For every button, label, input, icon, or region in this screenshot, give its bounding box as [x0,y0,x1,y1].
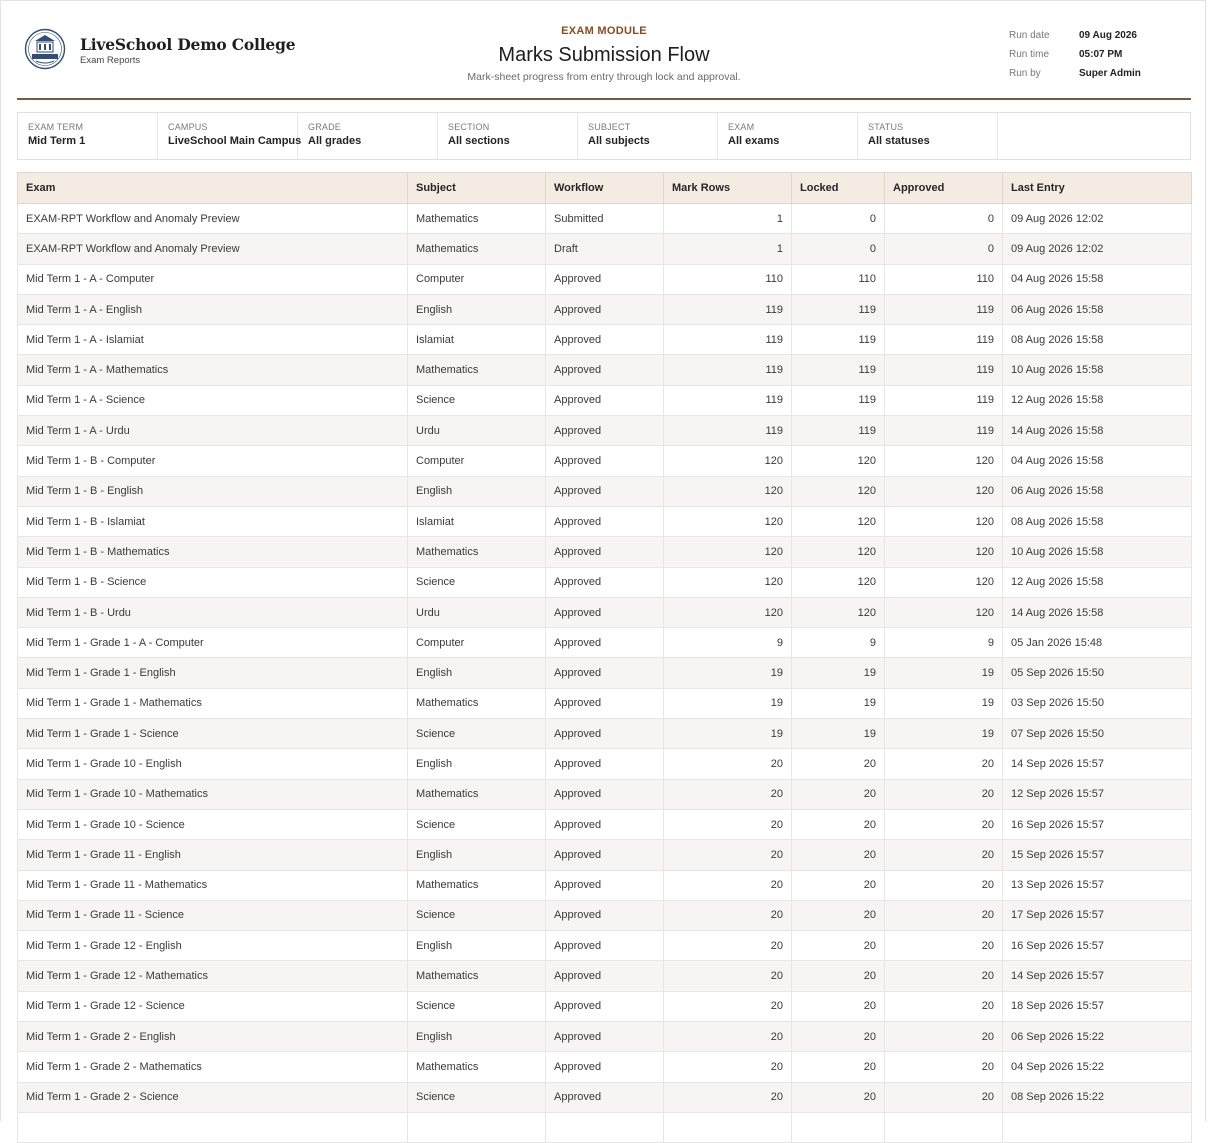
filter-exam-term[interactable] [18,113,158,159]
cell-locked: 110 [792,264,885,294]
cell-exam: Mid Term 1 - Grade 11 - English [18,840,408,870]
table-row [18,658,1192,688]
cell-approved: 20 [885,961,1003,991]
cell-approved: 120 [885,506,1003,536]
cell-mark-rows: 20 [664,749,792,779]
cell-mark-rows: 20 [664,840,792,870]
cell-mark-rows: 120 [664,446,792,476]
module-label: EXAM MODULE [561,25,647,37]
cell-exam: Mid Term 1 - Grade 11 - Science [18,900,408,930]
cell-locked: 0 [792,204,885,234]
cell-approved: 120 [885,567,1003,597]
cell-mark-rows: 120 [664,476,792,506]
cell-exam: Mid Term 1 - A - Computer [18,264,408,294]
cell-approved: 20 [885,991,1003,1021]
cell-workflow: Approved [546,476,664,506]
cell-workflow: Approved [546,1052,664,1082]
cell-mark-rows: 20 [664,1022,792,1052]
cell-mark-rows [664,1112,792,1142]
cell-exam: Mid Term 1 - B - English [18,476,408,506]
cell-locked: 20 [792,870,885,900]
filter-label: CAMPUS [168,122,208,132]
cell-exam: Mid Term 1 - B - Islamiat [18,506,408,536]
cell-subject: Science [408,1082,546,1112]
meta-value: 09 Aug 2026 [1079,30,1137,41]
cell-workflow: Approved [546,688,664,718]
cell-locked: 20 [792,779,885,809]
cell-workflow: Approved [546,931,664,961]
cell-exam: Mid Term 1 - Grade 1 - A - Computer [18,628,408,658]
cell-approved: 19 [885,719,1003,749]
filter-label: SUBJECT [588,122,631,132]
table-row [18,567,1192,597]
filter-value: All statuses [868,135,930,147]
cell-subject: Science [408,809,546,839]
cell-last-entry: 07 Sep 2026 15:50 [1003,719,1192,749]
cell-mark-rows: 119 [664,416,792,446]
cell-mark-rows: 20 [664,931,792,961]
cell-mark-rows: 20 [664,809,792,839]
cell-approved [885,1112,1003,1142]
marks-table [17,172,1192,1143]
cell-last-entry: 16 Sep 2026 15:57 [1003,931,1192,961]
cell-exam: Mid Term 1 - Grade 11 - Mathematics [18,870,408,900]
cell-exam: Mid Term 1 - Grade 2 - English [18,1022,408,1052]
cell-approved: 119 [885,385,1003,415]
cell-approved: 20 [885,870,1003,900]
cell-mark-rows: 110 [664,264,792,294]
table-row [18,961,1192,991]
cell-locked: 0 [792,234,885,264]
cell-mark-rows: 120 [664,567,792,597]
cell-last-entry: 08 Aug 2026 15:58 [1003,506,1192,536]
table-row [18,991,1192,1021]
cell-last-entry: 05 Sep 2026 15:50 [1003,658,1192,688]
table-row [18,204,1192,234]
cell-subject: Islamiat [408,325,546,355]
cell-locked: 120 [792,597,885,627]
cell-subject: Science [408,719,546,749]
cell-mark-rows: 119 [664,325,792,355]
filter-label: EXAM [728,122,755,132]
cell-subject: English [408,658,546,688]
cell-exam: Mid Term 1 - Grade 12 - English [18,931,408,961]
cell-last-entry: 08 Aug 2026 15:58 [1003,325,1192,355]
cell-approved: 0 [885,204,1003,234]
cell-subject: Mathematics [408,961,546,991]
filter-bar [17,112,1191,160]
cell-mark-rows: 120 [664,597,792,627]
cell-locked: 19 [792,688,885,718]
cell-last-entry: 14 Sep 2026 15:57 [1003,749,1192,779]
cell-exam: Mid Term 1 - Grade 1 - English [18,658,408,688]
cell-workflow: Approved [546,385,664,415]
page-title: Marks Submission Flow [498,44,710,66]
page-subtitle: Mark-sheet progress from entry through lock and approval. [467,71,741,83]
table-row [18,931,1192,961]
cell-approved: 120 [885,476,1003,506]
table-row [18,900,1192,930]
cell-mark-rows: 20 [664,1052,792,1082]
cell-mark-rows: 20 [664,991,792,1021]
cell-exam: Mid Term 1 - B - Mathematics [18,537,408,567]
meta-label: Run date [1009,30,1050,41]
cell-subject: English [408,931,546,961]
cell-locked: 20 [792,749,885,779]
cell-subject: Mathematics [408,234,546,264]
cell-approved: 19 [885,658,1003,688]
cell-approved: 20 [885,900,1003,930]
cell-approved: 20 [885,1082,1003,1112]
filter-grade[interactable] [298,113,438,159]
cell-exam: Mid Term 1 - Grade 10 - Science [18,809,408,839]
cell-last-entry: 12 Aug 2026 15:58 [1003,385,1192,415]
column-header-workflow: Workflow [546,173,664,204]
cell-approved: 0 [885,234,1003,264]
cell-approved: 110 [885,264,1003,294]
report-header [17,0,1191,100]
cell-last-entry: 06 Sep 2026 15:22 [1003,1022,1192,1052]
cell-subject: Science [408,567,546,597]
column-header-mark-rows: Mark Rows [664,173,792,204]
cell-workflow: Draft [546,234,664,264]
cell-last-entry: 12 Sep 2026 15:57 [1003,779,1192,809]
cell-workflow: Approved [546,991,664,1021]
cell-mark-rows: 119 [664,385,792,415]
cell-workflow: Approved [546,1022,664,1052]
table-row [18,385,1192,415]
cell-last-entry: 12 Aug 2026 15:58 [1003,567,1192,597]
cell-last-entry: 03 Sep 2026 15:50 [1003,688,1192,718]
table-row [18,779,1192,809]
cell-mark-rows: 120 [664,506,792,536]
filter-value: Mid Term 1 [28,135,86,147]
filter-status[interactable] [858,113,998,159]
cell-mark-rows: 19 [664,688,792,718]
cell-mark-rows: 120 [664,537,792,567]
cell-locked: 9 [792,628,885,658]
cell-approved: 120 [885,446,1003,476]
cell-subject: Urdu [408,416,546,446]
cell-exam: Mid Term 1 - A - English [18,294,408,324]
cell-workflow: Approved [546,628,664,658]
cell-last-entry: 14 Aug 2026 15:58 [1003,597,1192,627]
cell-exam: EXAM-RPT Workflow and Anomaly Preview [18,234,408,264]
cell-subject: English [408,1022,546,1052]
table-row [18,809,1192,839]
cell-exam: Mid Term 1 - B - Science [18,567,408,597]
table-row [18,294,1192,324]
cell-approved: 120 [885,597,1003,627]
cell-last-entry: 04 Aug 2026 15:58 [1003,264,1192,294]
table-row [18,628,1192,658]
cell-locked: 119 [792,355,885,385]
cell-workflow: Submitted [546,204,664,234]
cell-exam: Mid Term 1 - Grade 1 - Mathematics [18,688,408,718]
cell-subject: Islamiat [408,506,546,536]
cell-locked: 20 [792,1082,885,1112]
school-subtitle: Exam Reports [80,55,141,66]
cell-mark-rows: 19 [664,658,792,688]
cell-locked: 119 [792,325,885,355]
cell-subject: Computer [408,628,546,658]
cell-locked: 120 [792,476,885,506]
cell-workflow: Approved [546,294,664,324]
run-by-row [1009,64,1141,83]
cell-locked: 20 [792,991,885,1021]
cell-approved: 20 [885,1022,1003,1052]
filter-exam[interactable] [718,113,858,159]
table-row [18,355,1192,385]
cell-workflow: Approved [546,779,664,809]
cell-last-entry: 14 Aug 2026 15:58 [1003,416,1192,446]
cell-locked: 120 [792,446,885,476]
table-row [18,416,1192,446]
cell-exam: Mid Term 1 - Grade 1 - Science [18,719,408,749]
table-row [18,506,1192,536]
cell-exam: Mid Term 1 - A - Urdu [18,416,408,446]
filter-value: All sections [448,135,510,147]
table-row [18,719,1192,749]
cell-subject: English [408,840,546,870]
cell-mark-rows: 20 [664,870,792,900]
filter-subject[interactable] [578,113,718,159]
cell-approved: 119 [885,294,1003,324]
cell-last-entry: 17 Sep 2026 15:57 [1003,900,1192,930]
cell-subject: Science [408,900,546,930]
table-header-row [18,173,1192,204]
cell-workflow: Approved [546,809,664,839]
cell-last-entry: 04 Sep 2026 15:22 [1003,1052,1192,1082]
cell-subject: Mathematics [408,537,546,567]
cell-subject: English [408,294,546,324]
cell-mark-rows: 9 [664,628,792,658]
table-row [18,476,1192,506]
cell-subject [408,1112,546,1142]
cell-workflow: Approved [546,900,664,930]
cell-approved: 20 [885,1052,1003,1082]
cell-approved: 119 [885,325,1003,355]
cell-exam [18,1112,408,1142]
cell-workflow: Approved [546,840,664,870]
cell-workflow: Approved [546,749,664,779]
cell-exam: Mid Term 1 - B - Computer [18,446,408,476]
cell-locked: 119 [792,294,885,324]
cell-last-entry: 10 Aug 2026 15:58 [1003,355,1192,385]
cell-subject: Science [408,991,546,1021]
cell-mark-rows: 20 [664,900,792,930]
table-row [18,1112,1192,1142]
cell-workflow: Approved [546,658,664,688]
cell-locked: 20 [792,961,885,991]
cell-approved: 19 [885,688,1003,718]
cell-subject: Mathematics [408,688,546,718]
table-row [18,1082,1192,1112]
cell-locked: 120 [792,506,885,536]
cell-workflow: Approved [546,325,664,355]
cell-approved: 119 [885,416,1003,446]
table-row [18,1022,1192,1052]
cell-locked: 20 [792,840,885,870]
cell-subject: Mathematics [408,355,546,385]
table-row [18,537,1192,567]
cell-locked: 20 [792,1052,885,1082]
table-row [18,840,1192,870]
cell-workflow: Approved [546,1082,664,1112]
column-header-approved: Approved [885,173,1003,204]
cell-mark-rows: 20 [664,961,792,991]
table-row [18,446,1192,476]
cell-approved: 120 [885,537,1003,567]
cell-last-entry: 10 Aug 2026 15:58 [1003,537,1192,567]
meta-value: 05:07 PM [1079,49,1123,60]
table-row [18,870,1192,900]
cell-exam: Mid Term 1 - Grade 2 - Mathematics [18,1052,408,1082]
filter-value: LiveSchool Main Campus [168,135,302,147]
filter-label: GRADE [308,122,342,132]
column-header-locked: Locked [792,173,885,204]
cell-approved: 20 [885,779,1003,809]
cell-last-entry: 14 Sep 2026 15:57 [1003,961,1192,991]
filter-value: All grades [308,135,362,147]
cell-mark-rows: 20 [664,779,792,809]
cell-last-entry: 05 Jan 2026 15:48 [1003,628,1192,658]
cell-approved: 20 [885,931,1003,961]
cell-workflow: Approved [546,870,664,900]
cell-locked: 120 [792,567,885,597]
cell-locked [792,1112,885,1142]
meta-value: Super Admin [1079,68,1141,79]
cell-mark-rows: 1 [664,234,792,264]
cell-exam: Mid Term 1 - Grade 2 - Science [18,1082,408,1112]
cell-exam: Mid Term 1 - A - Islamiat [18,325,408,355]
cell-workflow: Approved [546,597,664,627]
cell-subject: Computer [408,264,546,294]
table-row [18,688,1192,718]
filter-label: EXAM TERM [28,122,84,132]
filter-label: SECTION [448,122,490,132]
cell-locked: 119 [792,385,885,415]
cell-workflow: Approved [546,416,664,446]
meta-label: Run time [1009,49,1050,60]
cell-workflow: Approved [546,355,664,385]
cell-exam: EXAM-RPT Workflow and Anomaly Preview [18,204,408,234]
meta-label: Run by [1009,68,1041,79]
table-row [18,325,1192,355]
column-header-last-entry: Last Entry [1003,173,1192,204]
filter-section[interactable] [438,113,578,159]
column-header-subject: Subject [408,173,546,204]
filter-label: STATUS [868,122,904,132]
cell-workflow: Approved [546,719,664,749]
cell-workflow: Approved [546,537,664,567]
cell-workflow: Approved [546,961,664,991]
cell-workflow: Approved [546,506,664,536]
cell-mark-rows: 19 [664,719,792,749]
cell-approved: 20 [885,840,1003,870]
cell-mark-rows: 1 [664,204,792,234]
filter-value: All exams [728,135,780,147]
run-time-row [1009,45,1141,64]
cell-locked: 20 [792,809,885,839]
cell-exam: Mid Term 1 - Grade 12 - Mathematics [18,961,408,991]
table-body [18,204,1192,1143]
table-row [18,1052,1192,1082]
cell-subject: English [408,749,546,779]
cell-subject: Urdu [408,597,546,627]
cell-last-entry [1003,1112,1192,1142]
cell-mark-rows: 119 [664,355,792,385]
cell-approved: 9 [885,628,1003,658]
cell-subject: Mathematics [408,779,546,809]
cell-locked: 20 [792,900,885,930]
cell-workflow: Approved [546,567,664,597]
cell-workflow: Approved [546,446,664,476]
cell-last-entry: 15 Sep 2026 15:57 [1003,840,1192,870]
cell-exam: Mid Term 1 - Grade 10 - Mathematics [18,779,408,809]
table-row [18,234,1192,264]
run-meta [1009,26,1141,83]
cell-last-entry: 08 Sep 2026 15:22 [1003,1082,1192,1112]
cell-subject: Science [408,385,546,415]
cell-locked: 19 [792,719,885,749]
cell-locked: 120 [792,537,885,567]
column-header-exam: Exam [18,173,408,204]
cell-locked: 19 [792,658,885,688]
cell-workflow [546,1112,664,1142]
cell-workflow: Approved [546,264,664,294]
cell-subject: English [408,476,546,506]
filter-campus[interactable] [158,113,302,159]
cell-mark-rows: 119 [664,294,792,324]
cell-exam: Mid Term 1 - B - Urdu [18,597,408,627]
cell-subject: Mathematics [408,1052,546,1082]
cell-subject: Mathematics [408,870,546,900]
cell-last-entry: 09 Aug 2026 12:02 [1003,234,1192,264]
cell-last-entry: 09 Aug 2026 12:02 [1003,204,1192,234]
cell-last-entry: 13 Sep 2026 15:57 [1003,870,1192,900]
cell-subject: Mathematics [408,204,546,234]
cell-exam: Mid Term 1 - A - Mathematics [18,355,408,385]
cell-approved: 20 [885,749,1003,779]
table-row [18,264,1192,294]
cell-exam: Mid Term 1 - A - Science [18,385,408,415]
cell-last-entry: 16 Sep 2026 15:57 [1003,809,1192,839]
cell-exam: Mid Term 1 - Grade 10 - English [18,749,408,779]
cell-locked: 119 [792,416,885,446]
school-name: LiveSchool Demo College [80,35,296,54]
table-row [18,749,1192,779]
cell-exam: Mid Term 1 - Grade 12 - Science [18,991,408,1021]
cell-approved: 119 [885,355,1003,385]
filter-value: All subjects [588,135,650,147]
cell-approved: 20 [885,809,1003,839]
cell-last-entry: 18 Sep 2026 15:57 [1003,991,1192,1021]
cell-last-entry: 04 Aug 2026 15:58 [1003,446,1192,476]
table-row [18,597,1192,627]
cell-mark-rows: 20 [664,1082,792,1112]
cell-locked: 20 [792,931,885,961]
run-date-row [1009,26,1141,45]
cell-last-entry: 06 Aug 2026 15:58 [1003,294,1192,324]
cell-subject: Computer [408,446,546,476]
filter-empty[interactable] [998,113,1190,159]
cell-locked: 20 [792,1022,885,1052]
cell-last-entry: 06 Aug 2026 15:58 [1003,476,1192,506]
